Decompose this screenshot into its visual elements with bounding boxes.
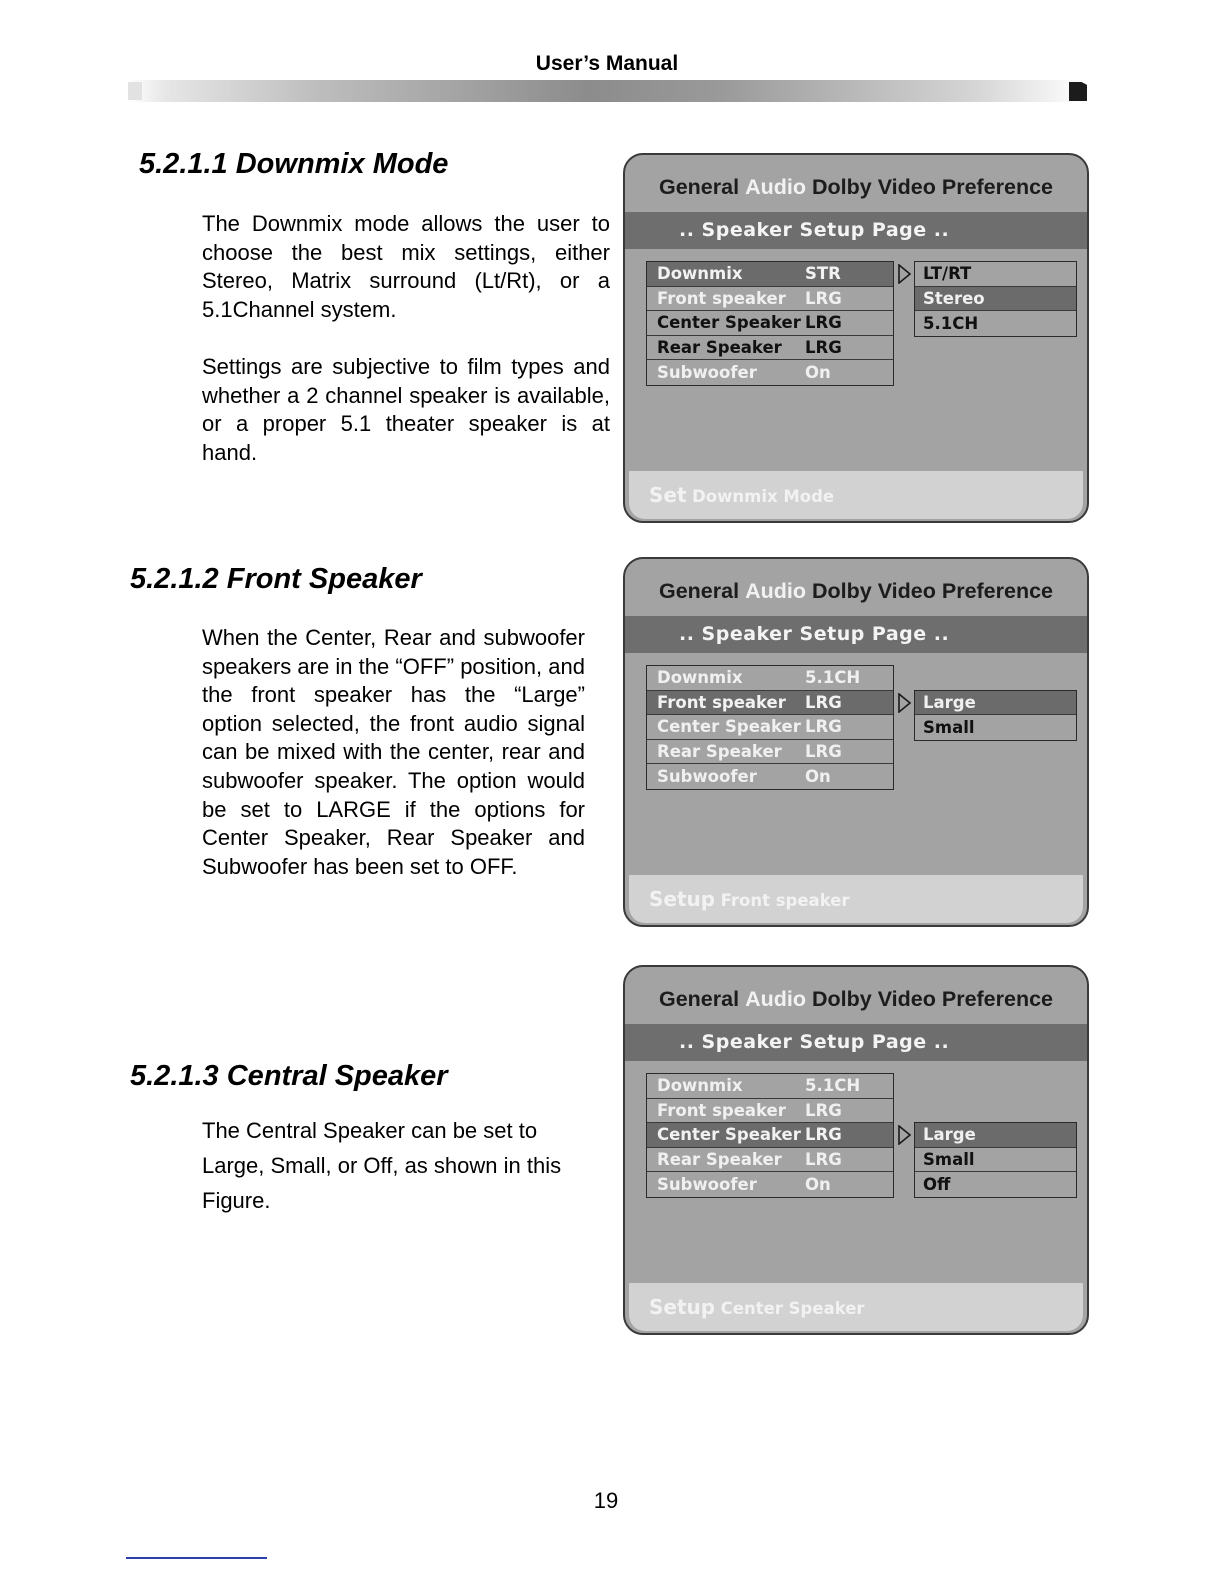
osd-setting-label: Subwoofer (657, 767, 757, 787)
osd-option-item[interactable]: 5.1CH (923, 313, 979, 333)
osd-setting-label: Downmix (657, 1076, 743, 1096)
section-body-central-speaker (202, 1113, 585, 1218)
osd-setting-row[interactable] (647, 1148, 893, 1173)
osd-option-list (914, 690, 1077, 741)
section-heading-central-speaker: 5.2.1.3 Central Speaker (130, 1060, 448, 1092)
osd-tab-audio[interactable]: Audio (745, 579, 806, 603)
osd-screen-front-speaker (623, 557, 1089, 927)
osd-tab-video[interactable]: Video (877, 175, 936, 199)
submenu-arrow-icon (898, 264, 912, 284)
osd-tab-video[interactable]: Video (877, 579, 936, 603)
osd-tab-audio[interactable]: Audio (745, 987, 806, 1011)
osd-option-item[interactable]: Small (923, 717, 975, 737)
osd-option-list (914, 261, 1077, 337)
osd-setting-row[interactable] (647, 336, 893, 361)
osd-tab-general[interactable]: General (658, 987, 740, 1011)
osd-tab-dolby[interactable]: Dolby (811, 579, 872, 603)
osd-status-prefix: Setup (649, 887, 716, 911)
osd-setting-label: Downmix (657, 668, 743, 688)
osd-setting-row[interactable] (647, 1172, 893, 1197)
osd-setting-value: On (805, 363, 831, 383)
osd-tab-bar (625, 579, 1087, 604)
osd-setting-row[interactable] (647, 764, 893, 789)
osd-setting-label: Rear Speaker (657, 338, 782, 358)
osd-setting-value: LRG (805, 1100, 842, 1120)
submenu-arrow-icon (898, 693, 912, 713)
osd-setting-row[interactable] (647, 715, 893, 740)
osd-setting-value: LRG (805, 313, 842, 333)
osd-option-item[interactable]: Large (915, 1123, 1076, 1148)
osd-setting-value: On (805, 1175, 831, 1195)
osd-setting-value: LRG (805, 1125, 842, 1145)
osd-tab-dolby[interactable]: Dolby (811, 175, 872, 199)
osd-setting-label: Rear Speaker (657, 742, 782, 762)
osd-setting-value: LRG (805, 288, 842, 308)
osd-status-bar (629, 1283, 1083, 1331)
osd-status-text: Center Speaker (720, 1299, 865, 1318)
osd-option-item[interactable]: Off (923, 1175, 951, 1195)
section-body-front-speaker (202, 624, 585, 881)
section-heading-downmix-mode: 5.2.1.1 Downmix Mode (139, 148, 449, 180)
osd-setting-value: 5.1CH (805, 668, 861, 688)
header-bar-right-cap (1069, 82, 1087, 101)
header-bar-left-cap (128, 82, 142, 100)
osd-status-prefix: Setup (649, 1295, 716, 1319)
osd-option-item[interactable]: LT/RT (915, 262, 1076, 287)
osd-page-title: .. Speaker Setup Page .. (625, 1024, 1087, 1061)
paragraph: The Central Speaker can be set to Large, Small, or Off, as shown in this Figure. (202, 1118, 562, 1213)
osd-setting-label: Subwoofer (657, 1175, 757, 1195)
osd-tab-bar (625, 175, 1087, 200)
osd-setting-row[interactable] (647, 691, 893, 716)
osd-settings-table (646, 261, 894, 386)
osd-setting-label: Center Speaker (657, 1125, 801, 1145)
osd-setting-row[interactable] (647, 287, 893, 312)
osd-setting-row[interactable] (647, 1123, 893, 1148)
section-body-downmix-mode (202, 210, 610, 467)
osd-setting-value: STR (805, 264, 841, 284)
osd-status-bar (629, 471, 1083, 519)
osd-settings-table (646, 665, 894, 790)
osd-setting-row[interactable] (647, 666, 893, 691)
osd-tab-preference[interactable]: Preference (941, 987, 1054, 1011)
osd-setting-value: LRG (805, 338, 842, 358)
paragraph: The Downmix mode allows the user to choose the best mix settings, either Stereo, Matrix surround (Lt/Rt), or a 5.1Channel system. (202, 211, 610, 322)
osd-setting-value: LRG (805, 692, 842, 712)
osd-setting-label: Center Speaker (657, 717, 801, 737)
osd-setting-row[interactable] (647, 262, 893, 287)
osd-screen-downmix (623, 153, 1089, 523)
osd-setting-label: Front speaker (657, 288, 786, 308)
section-heading-front-speaker: 5.2.1.2 Front Speaker (130, 563, 422, 595)
paragraph: Settings are subjective to film types and whether a 2 channel speaker is available, or a proper 5.1 theater speaker is at hand. (202, 353, 610, 465)
osd-settings-table (646, 1073, 894, 1198)
osd-tab-general[interactable]: General (658, 579, 740, 603)
osd-setting-row[interactable] (647, 360, 893, 385)
osd-tab-bar (625, 987, 1087, 1012)
osd-tab-preference[interactable]: Preference (941, 175, 1054, 199)
osd-page-title: .. Speaker Setup Page .. (625, 616, 1087, 653)
submenu-arrow-icon (898, 1125, 912, 1145)
osd-tab-audio[interactable]: Audio (745, 175, 806, 199)
osd-setting-row[interactable] (647, 311, 893, 336)
osd-option-item[interactable]: Stereo (915, 287, 1076, 312)
paragraph: When the Center, Rear and subwoofer speakers are in the “OFF” position, and the front speaker has the “Large” option selected, the front audio signal can be mixed with the center, rear and subwoofer speaker. The option would be set to LARGE if the options for Center Speaker, Rear Speaker and Subwoofer has been set to OFF. (202, 625, 585, 879)
osd-tab-video[interactable]: Video (877, 987, 936, 1011)
osd-setting-label: Center Speaker (657, 313, 801, 333)
osd-option-item[interactable]: Small (915, 1148, 1076, 1173)
osd-setting-value: 5.1CH (805, 1076, 861, 1096)
osd-setting-label: Rear Speaker (657, 1150, 782, 1170)
osd-screen-center-speaker (623, 965, 1089, 1335)
osd-option-item[interactable]: Large (915, 691, 1076, 716)
osd-setting-label: Downmix (657, 264, 743, 284)
osd-setting-value: LRG (805, 1150, 842, 1170)
manual-header-title: User’s Manual (535, 52, 679, 75)
osd-setting-label: Subwoofer (657, 363, 757, 383)
osd-status-text: Downmix Mode (692, 487, 835, 506)
osd-setting-row[interactable] (647, 740, 893, 765)
osd-setting-value: LRG (805, 717, 842, 737)
footer-rule (126, 1557, 267, 1559)
osd-setting-value: On (805, 767, 831, 787)
page-number: 19 (593, 1488, 619, 1513)
osd-setting-value: LRG (805, 742, 842, 762)
header-divider-bar (128, 80, 1086, 102)
osd-status-prefix: Set (649, 483, 687, 507)
osd-setting-label: Front speaker (657, 1100, 786, 1120)
osd-page-title: .. Speaker Setup Page .. (625, 212, 1087, 249)
osd-setting-row[interactable] (647, 1074, 893, 1099)
osd-option-list (914, 1122, 1077, 1198)
osd-setting-label: Front speaker (657, 692, 786, 712)
osd-setting-row[interactable] (647, 1099, 893, 1124)
osd-status-text: Front speaker (720, 891, 850, 910)
osd-tab-general[interactable]: General (658, 175, 740, 199)
osd-status-bar (629, 875, 1083, 923)
osd-tab-dolby[interactable]: Dolby (811, 987, 872, 1011)
osd-tab-preference[interactable]: Preference (941, 579, 1054, 603)
